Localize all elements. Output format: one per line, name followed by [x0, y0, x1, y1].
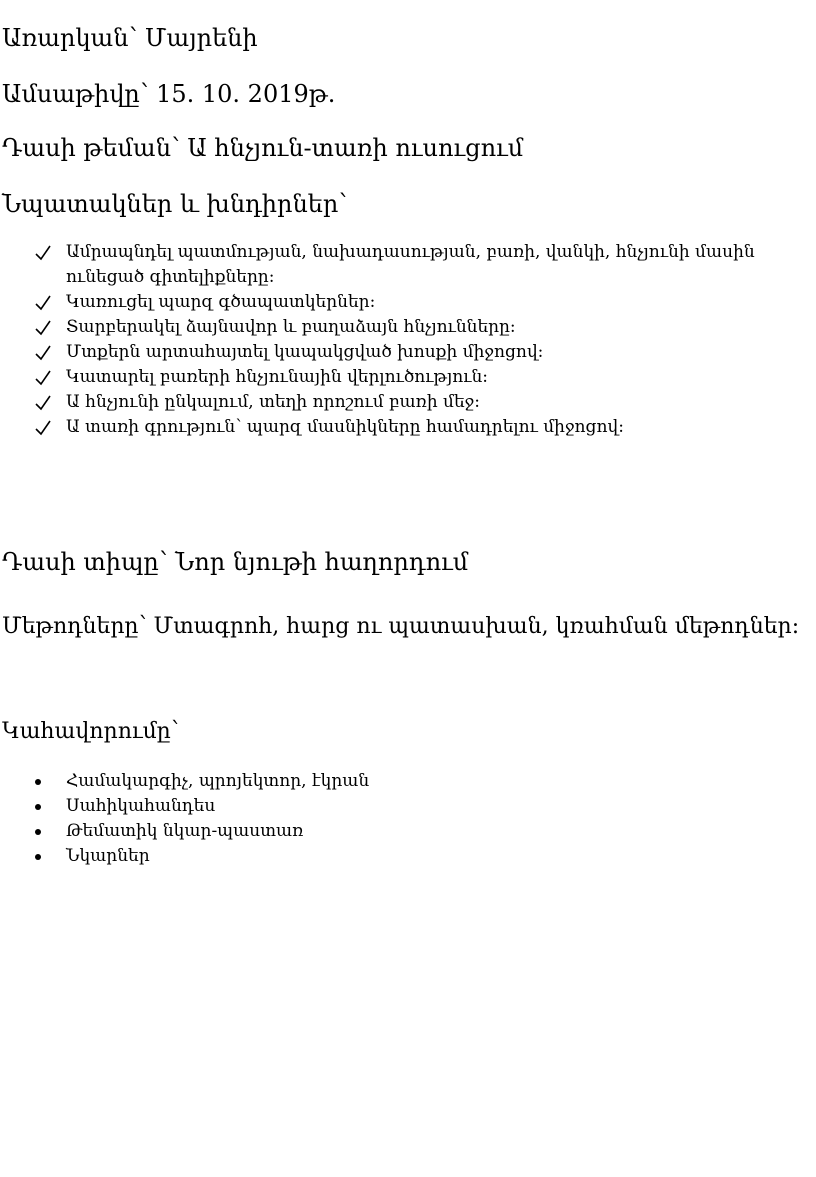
list-item — [0, 240, 790, 290]
list-item — [0, 340, 790, 365]
list-item — [0, 769, 369, 794]
bullet-icon — [35, 779, 41, 785]
bullet-icon — [35, 854, 41, 860]
equipment-text: Սահիկահանդես — [66, 796, 216, 816]
goal-text: Կատարել բառերի հնչյունային վերլուծություն: — [66, 367, 489, 387]
checkmark-icon — [34, 340, 52, 365]
goals-list — [0, 240, 790, 440]
list-item — [0, 415, 790, 440]
list-item — [0, 315, 790, 340]
checkmark-icon — [34, 390, 52, 415]
checkmark-icon — [34, 365, 52, 390]
list-item — [0, 365, 790, 390]
goal-text: Կառուցել պարզ գծապատկերներ: — [66, 292, 376, 312]
equipment-text: Համակարգիչ, պրոյեկտոր, էկրան — [66, 771, 370, 791]
bullet-icon — [35, 829, 41, 835]
methods-line: Մեթոդները՝ Մտագրոհ, հարց ու պատասխան, կռահման մեթոդներ: — [2, 614, 800, 639]
list-item — [0, 390, 790, 415]
equipment-list — [0, 769, 369, 869]
list-item — [0, 794, 369, 819]
goal-text: Ամրապնդել պատմության, նախադասության, բառի, վանկի, հնչյունի մասին ունեցած գիտելիքները: — [66, 242, 755, 287]
goal-text: Ա տառի գրություն՝ պարզ մասնիկները համադրելու միջոցով: — [66, 417, 624, 437]
goals-title: Նպատակներ և խնդիրներ՝ — [2, 190, 348, 218]
bullet-icon — [35, 804, 41, 810]
date-line: Ամսաթիվը՝ 15. 10. 2019թ. — [2, 80, 336, 108]
checkmark-icon — [34, 290, 52, 315]
list-item — [0, 290, 790, 315]
checkmark-icon — [34, 240, 52, 265]
list-item — [0, 844, 369, 869]
equipment-title: Կահավորումը՝ — [2, 719, 179, 744]
goal-text: Մտքերն արտահայտել կապակցված խոսքի միջոցով: — [66, 342, 544, 362]
checkmark-icon — [34, 315, 52, 340]
lesson-topic: Դասի թեման՝ Ա հնչյուն-տառի ուսուցում — [2, 134, 524, 162]
subject-line: Առարկան՝ Մայրենի — [2, 24, 258, 52]
goal-text: Ա հնչյունի ընկալում, տեղի որոշում բառի մեջ: — [66, 392, 480, 412]
equipment-text: Նկարներ — [66, 846, 150, 866]
goal-text: Տարբերակել ձայնավոր և բաղաձայն հնչյունները: — [66, 317, 516, 337]
list-item — [0, 819, 369, 844]
checkmark-icon — [34, 415, 52, 440]
lesson-type: Դասի տիպը՝ Նոր նյութի հաղորդում — [2, 548, 469, 576]
equipment-text: Թեմատիկ նկար-պաստառ — [66, 821, 304, 841]
